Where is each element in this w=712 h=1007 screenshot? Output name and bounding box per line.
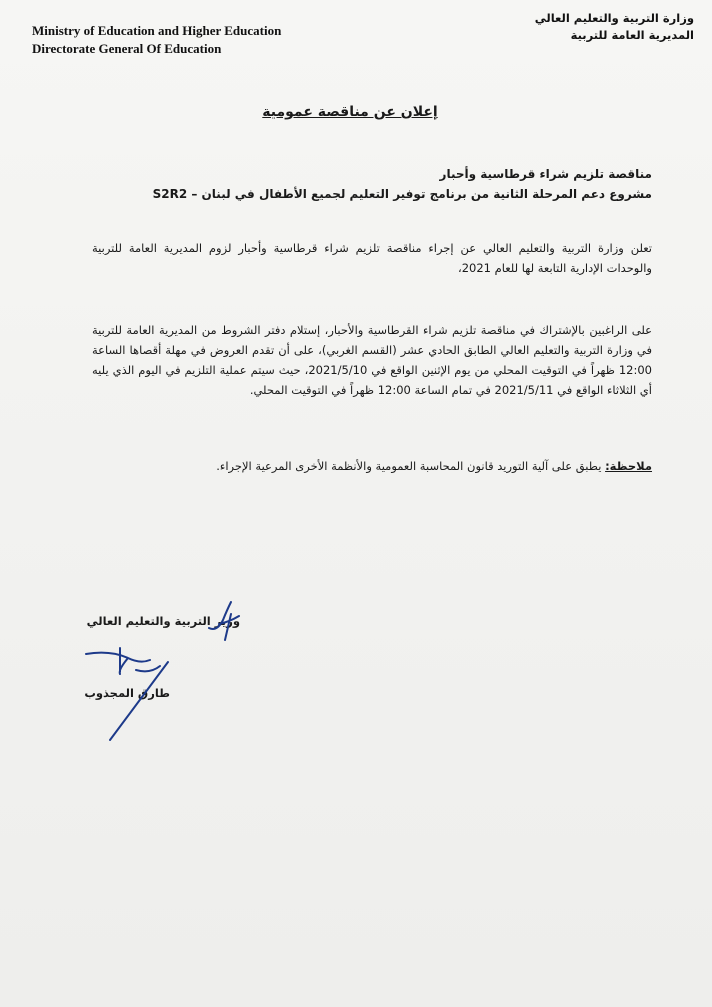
note-block [92,456,652,476]
subject-block [92,164,652,204]
announcement-title: إعلان عن مناقصة عمومية [262,104,438,120]
note-text: يطبق على آلية التوريد قانون المحاسبة العمومية والأنظمة الأخرى المرعية الإجراء. [216,459,606,473]
note-label: ملاحظة: [605,459,652,473]
directorate-name-en: Directorate General Of Education [32,41,222,56]
directorate-name-ar: المديرية العامة للتربية [570,28,694,42]
header-english [32,22,332,58]
tender-name: مناقصة تلزيم شراء قرطاسية وأحبار [439,167,652,181]
signature-stroke-2 [80,640,180,744]
ministry-name-en: Ministry of Education and Higher Education [32,23,282,38]
ministry-name-ar: وزارة التربية والتعليم العالي [534,11,694,25]
signatory-title: وزير التربية والتعليم العالي [86,614,240,628]
signature-stroke-1 [205,598,245,642]
signatory-name: طارق المجذوب [84,686,170,700]
header-arabic [494,10,694,44]
project-name: مشروع دعم المرحلة الثانية من برنامج توفير التعليم لجميع الأطفال في لبنان – S2R2 [152,187,652,201]
paragraph-instructions: على الراغبين بالإشتراك في مناقصة تلزيم شراء القرطاسية والأحبار، إستلام دفتر الشروط من المديرية العامة للتربية في وزارة التربية والتعليم العالي الطابق الحادي عشر (القسم الغربي)، على أن تقدم العروض في مهلة أقصاها الساعة 12:00 ظهراً في التوقيت المحلي من يوم الإثنين الواقع في 2021/5/10، حيث سيتم عملية التلزيم في اليوم الذي يليه أي الثلاثاء الواقع في 2021/5/11 في تمام الساعة 12:00 ظهراً في التوقيت المحلي. [92,323,652,397]
paragraph-announcement: تعلن وزارة التربية والتعليم العالي عن إجراء مناقصة تلزيم شراء قرطاسية وأحبار لزوم المديرية العامة للتربية والوحدات الإدارية التابعة لها للعام 2021، [92,241,652,275]
